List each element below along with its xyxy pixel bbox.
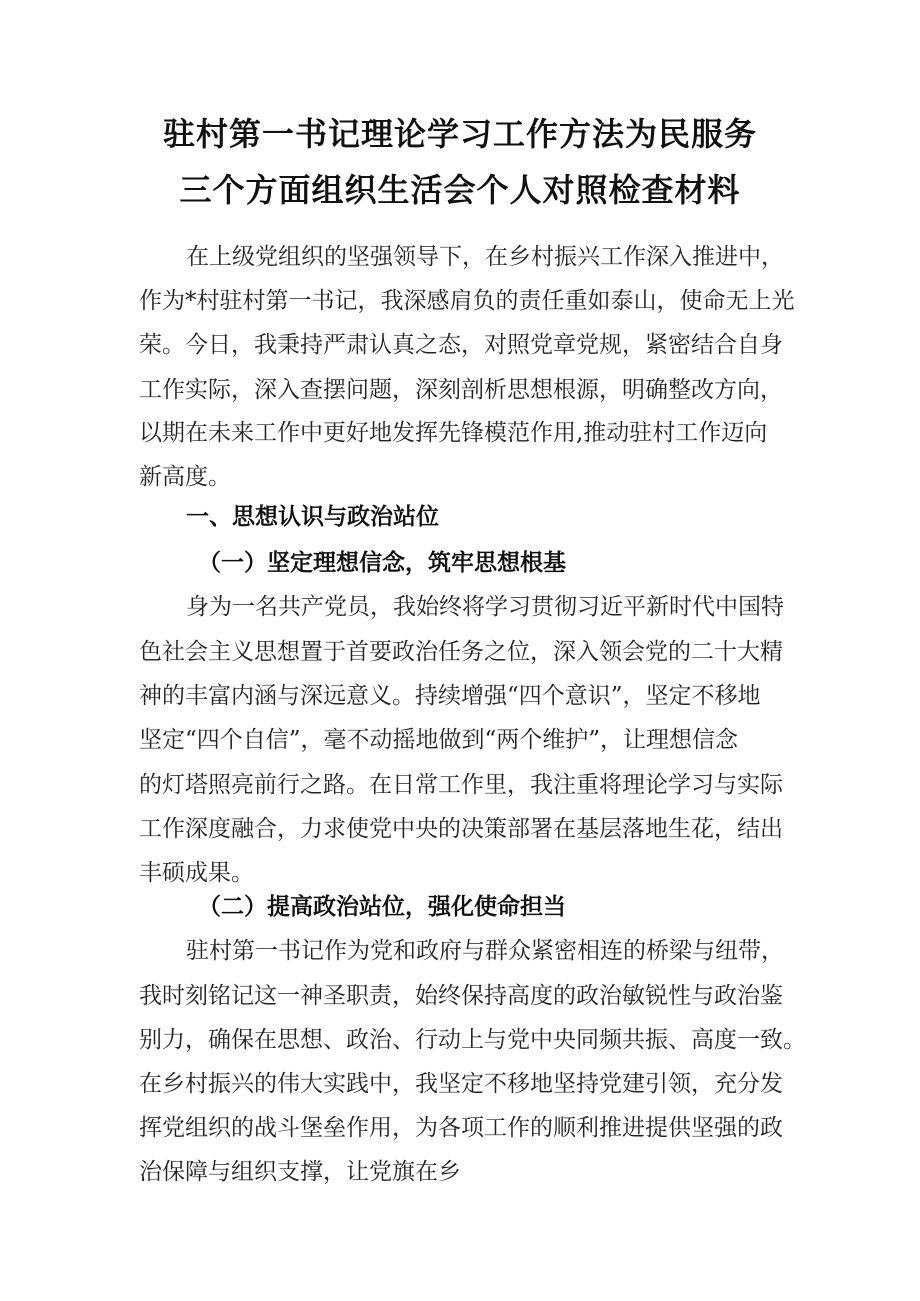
paragraph-line: 别力，确保在思想、政治、行动上与党中央同频共振、高度一致。 [139, 1027, 806, 1053]
intro-line: 以期在未来工作中更好地发挥先锋模范作用,推动驻村工作迈向 [139, 420, 768, 446]
paragraph-line: 在乡村振兴的伟大实践中，我坚定不移地坚持党建引领，充分发 [139, 1071, 783, 1097]
subsection-heading: （二）提高政治站位，强化使命担当 [198, 893, 566, 920]
intro-line: 新高度。 [139, 464, 231, 490]
intro-line: 在上级党组织的坚强领导下，在乡村振兴工作深入推进中， [186, 244, 784, 270]
document-title-line-2: 三个方面组织生活会个人对照检查材料 [179, 171, 741, 209]
paragraph-line: 挥党组织的战斗堡垒作用，为各项工作的顺利推进提供坚强的政 [139, 1115, 783, 1141]
intro-line: 荣。今日，我秉持严肃认真之态，对照党章党规，紧密结合自身 [139, 332, 783, 358]
paragraph-line: 神的丰富内涵与深远意义。持续增强“四个意识”，坚定不移地 [139, 683, 761, 709]
paragraph-line: 驻村第一书记作为党和政府与群众紧密相连的桥梁与纽带， [186, 938, 784, 964]
subsection-heading: （一）坚定理想信念，筑牢思想根基 [198, 549, 566, 576]
intro-line: 作为*村驻村第一书记，我深感肩负的责任重如泰山，使命无上光 [139, 288, 795, 314]
section-heading: 一、思想认识与政治站位 [186, 503, 439, 530]
paragraph-line: 坚定“四个自信”，毫不动摇地做到“两个维护”，让理想信念 [139, 727, 739, 753]
intro-line: 工作实际，深入查摆问题，深刻剖析思想根源，明确整改方向， [139, 377, 783, 403]
paragraph-line: 的灯塔照亮前行之路。在日常工作里，我注重将理论学习与实际 [139, 772, 783, 798]
paragraph-line: 治保障与组织支撑，让党旗在乡 [139, 1159, 461, 1185]
paragraph-line: 丰硕成果。 [139, 860, 254, 886]
paragraph-line: 身为一名共产党员，我始终将学习贯彻习近平新时代中国特 [186, 594, 784, 620]
document-title-line-1: 驻村第一书记理论学习工作方法为民服务 [162, 115, 757, 153]
paragraph-line: 我时刻铭记这一神圣职责，始终保持高度的政治敏锐性与政治鉴 [139, 983, 783, 1009]
paragraph-line: 色社会主义思想置于首要政治任务之位，深入领会党的二十大精 [139, 639, 783, 665]
paragraph-line: 工作深度融合，力求使党中央的决策部署在基层落地生花，结出 [139, 816, 783, 842]
